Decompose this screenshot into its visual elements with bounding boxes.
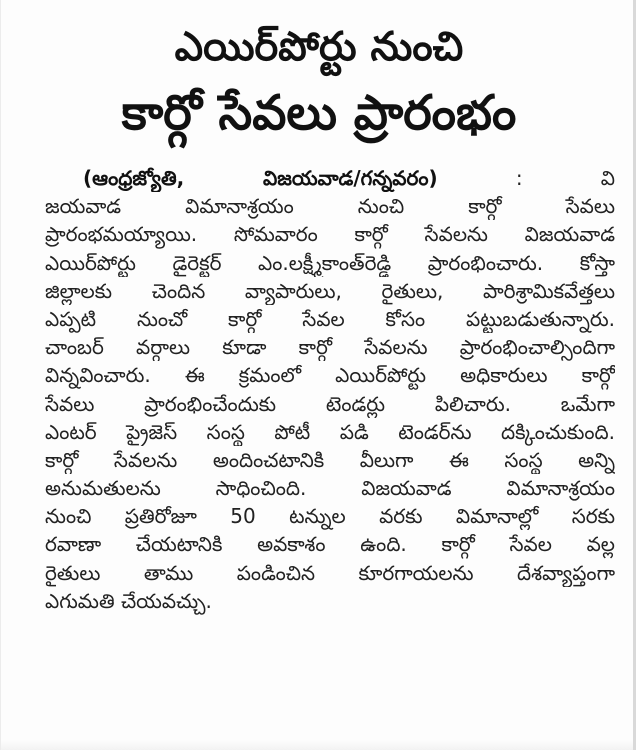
article-body (45, 164, 615, 615)
body-line: రైతులు తాము పండించిన కూరగాయలను దేశవ్యాప్తంగా (45, 560, 615, 585)
body-line: సేవలు ప్రారంభించేందుకు టెండర్లు పిలిచారు. ఒమేగా (45, 391, 615, 416)
headline-line-1: ఎయిర్‌పోర్టు నుంచి (174, 24, 464, 70)
dateline: (ఆంధ్రజ్యోతి, విజయవాడ/గన్నవరం) (83, 166, 438, 190)
body-line: విన్నవించారు. ఈ క్రమంలో ఎయిర్‌పోర్టు అధికారులు కార్గో (45, 363, 615, 388)
body-line: ప్రారంభమయ్యాయి. సోమవారం కార్గో సేవలను విజయవాడ (45, 222, 615, 247)
body-line: అనుమతులను సాధించింది. విజయవాడ విమానాశ్రయం (45, 476, 615, 501)
body-line: జయవాడ విమానాశ్రయం నుంచి కార్గో సేవలు (45, 194, 615, 219)
body-line: చాంబర్‌ వర్గాలు కూడా కార్గో సేవలను ప్రారంభించాల్సిందిగా (45, 335, 615, 360)
headline-line-2: కార్గో సేవలు ప్రారంభం (121, 85, 517, 141)
body-line: ఎయిర్‌పోర్టు డైరెక్టర్‌ ఎం.లక్ష్మీకాంత్‌రెడ్డి ప్రారంభించారు. కోస్తా (45, 250, 615, 275)
clipping-bottom-edge (1, 740, 636, 750)
body-line: కార్గో సేవలను అందించటానికి వీలుగా ఈ సంస్థ అన్ని (45, 447, 615, 472)
body-line: రవాణా చేయటానికి అవకాశం ఉంది. కార్గో సేవల వల్ల (45, 532, 615, 557)
dateline-separator: : వి (437, 166, 615, 190)
body-line: ఎంటర్‌ ప్రైజెస్‌ సంస్థ పోటీ పడి టెండర్‌ను దక్కించుకుంది. (45, 419, 615, 444)
body-line: నుంచి ప్రతిరోజూ 50 టన్నుల వరకు విమానాల్లో సరకు (45, 504, 615, 529)
dateline-row (83, 164, 615, 192)
body-line: ఎప్పటి నుంచో కార్గో సేవల కోసం పట్టుబడుతున్నారు. (45, 306, 615, 331)
body-line: జిల్లాలకు చెందిన వ్యాపారులు, రైతులు, పారిశ్రామికవేత్తలు (45, 278, 615, 303)
body-line-last: ఎగుమతి చేయవచ్చు. (45, 588, 212, 613)
